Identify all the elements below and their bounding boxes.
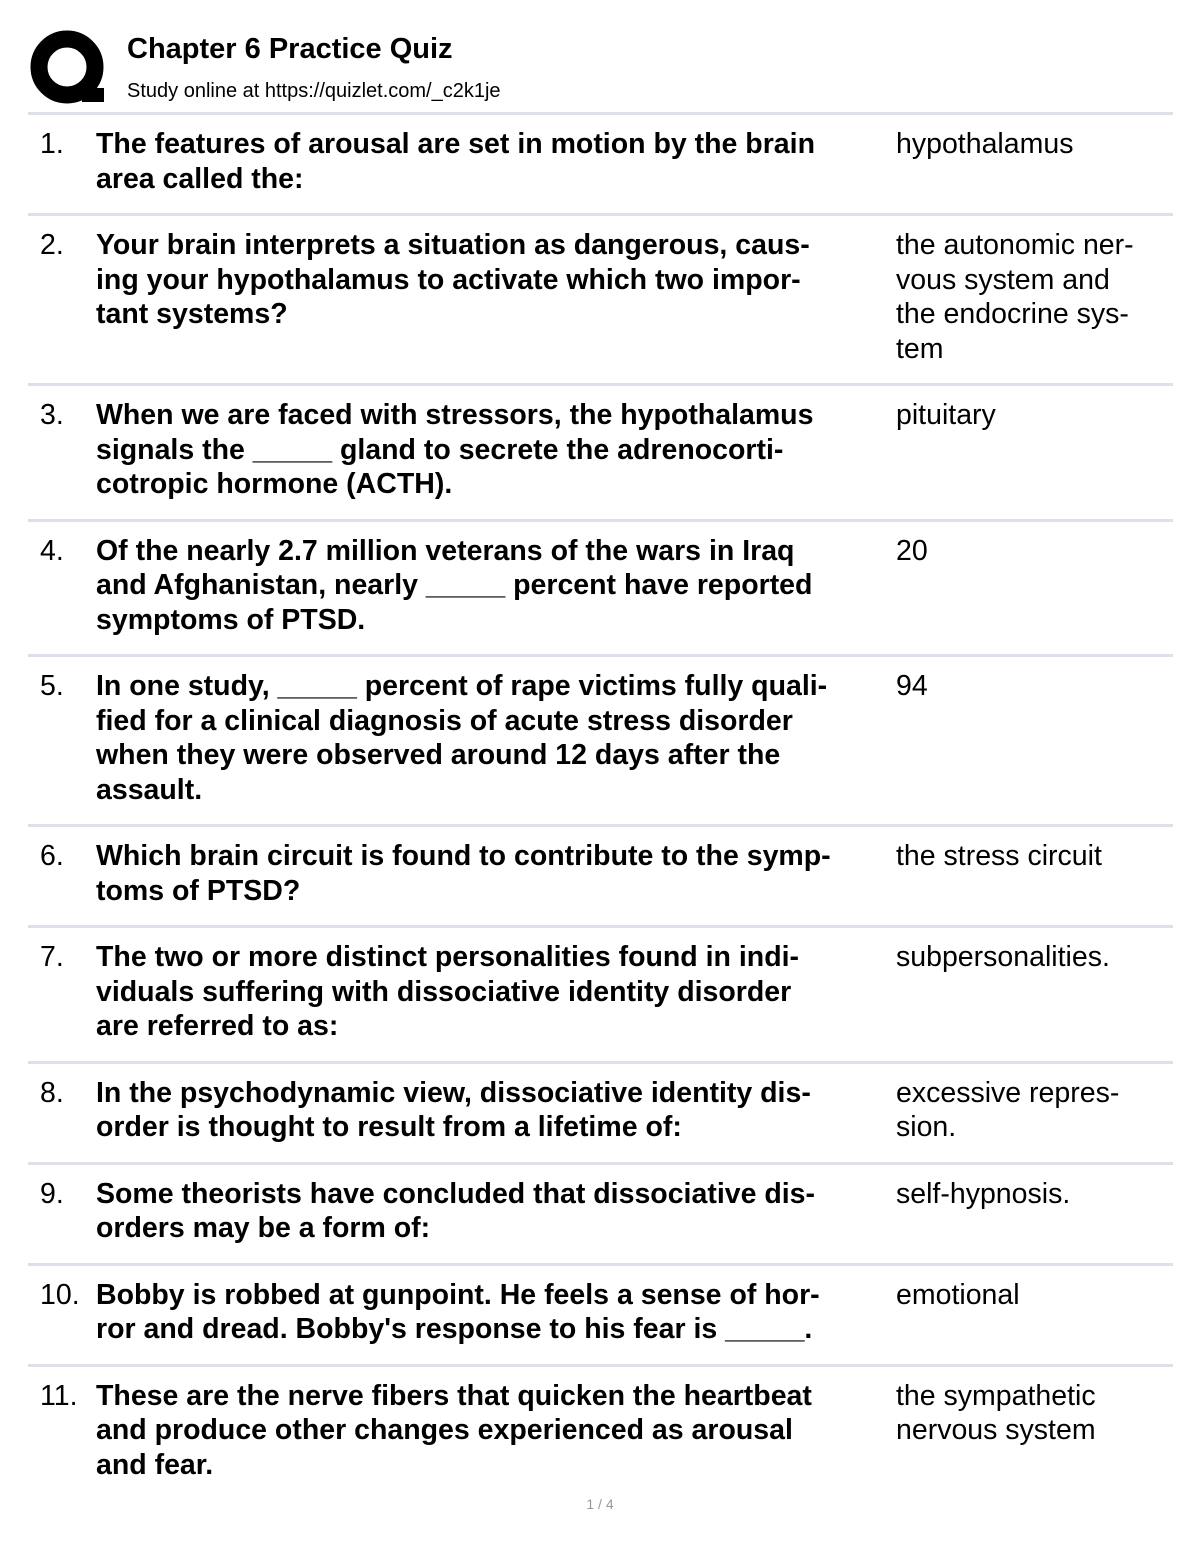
quiz-item (28, 1162, 1173, 1263)
question-text (96, 1076, 896, 1145)
answer-line: pituitary (896, 399, 996, 431)
question-line: assault. (96, 773, 203, 806)
question-line: fied for a clinical diagnosis of acute stress disorder (96, 704, 793, 737)
answer-line: self-hypnosis. (896, 1177, 1071, 1210)
question-line: In one study, _____ percent of rape victims fully quali- (96, 670, 828, 702)
answer-text (896, 940, 1173, 1044)
answer-line: nervous system (896, 1414, 1096, 1446)
question-line: and fear. (96, 1448, 214, 1481)
item-number: 8. (40, 1076, 64, 1109)
question-line: symptoms of PTSD. (96, 603, 366, 636)
quizlet-logo-icon (30, 30, 106, 106)
page-number: 1 / 4 (586, 1496, 614, 1512)
question-text (96, 534, 896, 638)
answer-line: the endocrine sys- (896, 298, 1129, 330)
question-line: cotropic hormone (ACTH). (96, 468, 453, 500)
answer-text (896, 1177, 1173, 1246)
question-line: toms of PTSD? (96, 874, 301, 907)
study-online-link[interactable]: Study online at https://quizlet.com/_c2k1je (127, 80, 501, 102)
question-line: Of the nearly 2.7 million veterans of the wars in Iraq (96, 534, 795, 567)
question-line: In the psychodynamic view, dissociative identity dis- (96, 1076, 811, 1109)
quiz-item (28, 1061, 1173, 1162)
answer-line: vous system and (896, 263, 1110, 296)
question-line: ror and dread. Bobby's response to his fear is _____. (96, 1313, 813, 1345)
question-line: and Afghanistan, nearly _____ percent have reported (96, 569, 813, 601)
question-line: viduals suffering with dissociative identity disorder (96, 975, 792, 1008)
answer-line: the autonomic ner- (896, 229, 1134, 261)
question-line: tant systems? (96, 298, 288, 330)
quiz-list (28, 112, 1173, 1499)
answer-line: excessive repres- (896, 1076, 1120, 1109)
item-number: 4. (40, 534, 64, 567)
question-text (96, 839, 896, 908)
question-text (96, 1278, 896, 1347)
quiz-item (28, 654, 1173, 824)
answer-text (896, 398, 1173, 502)
question-text (96, 398, 896, 502)
answer-line: 20 (896, 534, 928, 567)
question-line: when they were observed around 12 days after the (96, 739, 781, 771)
answer-line: sion. (896, 1111, 957, 1143)
question-text (96, 1379, 896, 1483)
answer-text (896, 839, 1173, 908)
answer-line: tem (896, 332, 944, 365)
answer-text (896, 127, 1173, 196)
question-text (96, 127, 896, 196)
question-line: ing your hypothalamus to activate which two impor- (96, 263, 801, 296)
item-number: 7. (40, 941, 64, 973)
item-number: 10. (40, 1278, 80, 1311)
quiz-item (28, 519, 1173, 655)
item-number: 3. (40, 399, 64, 431)
quiz-item (28, 1364, 1173, 1500)
item-number: 5. (40, 670, 64, 702)
question-line: Your brain interprets a situation as dangerous, caus- (96, 229, 810, 261)
question-line: The features of arousal are set in motion by the brain (96, 128, 815, 160)
item-number: 6. (40, 840, 64, 872)
item-number: 9. (40, 1177, 64, 1210)
quiz-item (28, 213, 1173, 383)
answer-line: 94 (896, 670, 928, 702)
question-text (96, 228, 896, 366)
question-text (96, 669, 896, 807)
question-line: These are the nerve fibers that quicken the heartbeat (96, 1379, 812, 1412)
answer-text (896, 1278, 1173, 1347)
question-line: The two or more distinct personalities found in indi- (96, 941, 800, 973)
question-line: signals the _____ gland to secrete the adrenocorti- (96, 433, 784, 466)
item-number: 11. (40, 1379, 78, 1412)
answer-line: the stress circuit (896, 840, 1102, 872)
question-line: and produce other changes experienced as arousal (96, 1414, 793, 1446)
question-line: are referred to as: (96, 1010, 339, 1042)
page-title: Chapter 6 Practice Quiz (127, 33, 453, 65)
answer-line: the sympathetic (896, 1379, 1096, 1412)
answer-text (896, 534, 1173, 638)
question-line: area called the: (96, 162, 304, 195)
quiz-item (28, 112, 1173, 213)
quiz-item (28, 383, 1173, 519)
answer-text (896, 1076, 1173, 1145)
question-line: order is thought to result from a lifetime of: (96, 1111, 682, 1143)
question-line: When we are faced with stressors, the hypothalamus (96, 399, 814, 431)
question-text (96, 1177, 896, 1246)
item-number: 2. (40, 229, 64, 261)
question-line: Some theorists have concluded that dissociative dis- (96, 1177, 816, 1210)
item-number: 1. (40, 128, 64, 160)
answer-text (896, 228, 1173, 366)
answer-text (896, 669, 1173, 807)
quiz-item (28, 925, 1173, 1061)
answer-line: emotional (896, 1278, 1020, 1311)
question-line: Which brain circuit is found to contribute to the symp- (96, 840, 831, 872)
answer-text (896, 1379, 1173, 1483)
question-text (96, 940, 896, 1044)
quiz-item (28, 1263, 1173, 1364)
quiz-item (28, 824, 1173, 925)
answer-line: subpersonalities. (896, 941, 1110, 973)
question-line: orders may be a form of: (96, 1212, 431, 1244)
answer-line: hypothalamus (896, 128, 1074, 160)
question-line: Bobby is robbed at gunpoint. He feels a sense of hor- (96, 1278, 820, 1311)
